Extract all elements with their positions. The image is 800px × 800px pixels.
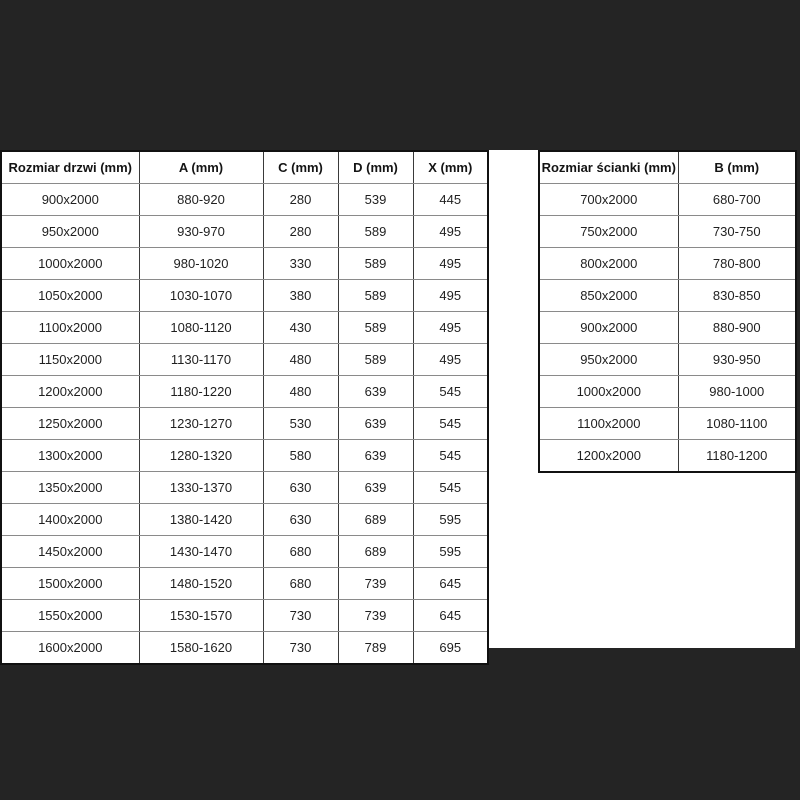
table-cell: 495 [413, 312, 488, 344]
table-cell: 730 [263, 632, 338, 665]
wall-table-header-b: B (mm) [678, 151, 796, 184]
table-cell: 1450x2000 [1, 536, 139, 568]
table-cell: 1480-1520 [139, 568, 263, 600]
table-cell: 880-900 [678, 312, 796, 344]
table-cell: 280 [263, 184, 338, 216]
table-cell: 1200x2000 [1, 376, 139, 408]
table-cell: 1600x2000 [1, 632, 139, 665]
table-row [1, 408, 488, 440]
table-cell: 645 [413, 568, 488, 600]
table-cell: 430 [263, 312, 338, 344]
door-table-header-a: A (mm) [139, 151, 263, 184]
table-row [1, 184, 488, 216]
table-cell: 589 [338, 344, 413, 376]
table-row [539, 216, 796, 248]
table-cell: 545 [413, 408, 488, 440]
table-row [539, 344, 796, 376]
table-row [1, 376, 488, 408]
table-cell: 495 [413, 248, 488, 280]
table-cell: 1130-1170 [139, 344, 263, 376]
table-cell: 750x2000 [539, 216, 678, 248]
table-cell: 850x2000 [539, 280, 678, 312]
table-cell: 1400x2000 [1, 504, 139, 536]
table-cell: 689 [338, 536, 413, 568]
table-cell: 980-1020 [139, 248, 263, 280]
table-cell: 800x2000 [539, 248, 678, 280]
table-cell: 589 [338, 312, 413, 344]
door-table-header-x: X (mm) [413, 151, 488, 184]
table-cell: 950x2000 [1, 216, 139, 248]
table-cell: 1080-1100 [678, 408, 796, 440]
table-cell: 1550x2000 [1, 600, 139, 632]
table-cell: 445 [413, 184, 488, 216]
table-cell: 1230-1270 [139, 408, 263, 440]
table-cell: 739 [338, 568, 413, 600]
table-row [1, 472, 488, 504]
table-row [1, 600, 488, 632]
table-row [1, 632, 488, 665]
table-cell: 495 [413, 280, 488, 312]
table-cell: 589 [338, 248, 413, 280]
table-cell: 1300x2000 [1, 440, 139, 472]
table-cell: 280 [263, 216, 338, 248]
table-cell: 930-950 [678, 344, 796, 376]
table-cell: 639 [338, 440, 413, 472]
table-cell: 495 [413, 344, 488, 376]
table-row [1, 216, 488, 248]
table-cell: 1180-1200 [678, 440, 796, 473]
table-row [1, 440, 488, 472]
table-row [539, 312, 796, 344]
table-cell: 1080-1120 [139, 312, 263, 344]
table-cell: 480 [263, 376, 338, 408]
table-cell: 680-700 [678, 184, 796, 216]
table-cell: 330 [263, 248, 338, 280]
table-cell: 739 [338, 600, 413, 632]
table-cell: 630 [263, 472, 338, 504]
table-cell: 1180-1220 [139, 376, 263, 408]
table-cell: 780-800 [678, 248, 796, 280]
table-cell: 589 [338, 280, 413, 312]
table-cell: 1250x2000 [1, 408, 139, 440]
table-cell: 630 [263, 504, 338, 536]
table-cell: 1000x2000 [1, 248, 139, 280]
table-cell: 950x2000 [539, 344, 678, 376]
wall-table-header-size: Rozmiar ścianki (mm) [539, 151, 678, 184]
table-cell: 880-920 [139, 184, 263, 216]
table-cell: 380 [263, 280, 338, 312]
table-cell: 539 [338, 184, 413, 216]
tables-sheet [0, 150, 795, 655]
table-cell: 1380-1420 [139, 504, 263, 536]
table-cell: 689 [338, 504, 413, 536]
table-cell: 900x2000 [1, 184, 139, 216]
table-cell: 1530-1570 [139, 600, 263, 632]
door-table-header-c: C (mm) [263, 151, 338, 184]
wall-sizes-table [538, 150, 797, 473]
door-sizes-table [0, 150, 489, 665]
door-table-header-row [1, 151, 488, 184]
table-row [1, 312, 488, 344]
table-cell: 639 [338, 376, 413, 408]
table-row [1, 280, 488, 312]
table-cell: 730 [263, 600, 338, 632]
table-row [539, 280, 796, 312]
door-table-body [1, 184, 488, 665]
table-cell: 530 [263, 408, 338, 440]
table-cell: 595 [413, 504, 488, 536]
table-cell: 545 [413, 472, 488, 504]
table-cell: 1500x2000 [1, 568, 139, 600]
table-cell: 980-1000 [678, 376, 796, 408]
table-cell: 1200x2000 [539, 440, 678, 473]
table-cell: 1100x2000 [1, 312, 139, 344]
wall-table-header-row [539, 151, 796, 184]
table-cell: 589 [338, 216, 413, 248]
door-table-header-d: D (mm) [338, 151, 413, 184]
table-row [539, 440, 796, 473]
table-cell: 1050x2000 [1, 280, 139, 312]
table-row [1, 344, 488, 376]
table-cell: 1430-1470 [139, 536, 263, 568]
table-cell: 595 [413, 536, 488, 568]
table-cell: 1350x2000 [1, 472, 139, 504]
table-cell: 545 [413, 440, 488, 472]
table-cell: 1580-1620 [139, 632, 263, 665]
table-cell: 1100x2000 [539, 408, 678, 440]
table-cell: 1150x2000 [1, 344, 139, 376]
door-table-header-size: Rozmiar drzwi (mm) [1, 151, 139, 184]
table-cell: 789 [338, 632, 413, 665]
wall-table-body [539, 184, 796, 473]
table-cell: 639 [338, 472, 413, 504]
table-cell: 495 [413, 216, 488, 248]
table-cell: 730-750 [678, 216, 796, 248]
table-cell: 695 [413, 632, 488, 665]
table-cell: 680 [263, 568, 338, 600]
table-cell: 930-970 [139, 216, 263, 248]
table-cell: 680 [263, 536, 338, 568]
table-row [539, 184, 796, 216]
table-cell: 480 [263, 344, 338, 376]
table-row [539, 376, 796, 408]
table-cell: 545 [413, 376, 488, 408]
table-cell: 700x2000 [539, 184, 678, 216]
table-cell: 639 [338, 408, 413, 440]
table-row [539, 408, 796, 440]
table-cell: 1280-1320 [139, 440, 263, 472]
table-row [1, 248, 488, 280]
table-row [539, 248, 796, 280]
table-row [1, 568, 488, 600]
table-cell: 830-850 [678, 280, 796, 312]
table-cell: 900x2000 [539, 312, 678, 344]
table-cell: 1030-1070 [139, 280, 263, 312]
table-cell: 1330-1370 [139, 472, 263, 504]
table-cell: 1000x2000 [539, 376, 678, 408]
table-row [1, 504, 488, 536]
table-row [1, 536, 488, 568]
table-cell: 580 [263, 440, 338, 472]
table-cell: 645 [413, 600, 488, 632]
